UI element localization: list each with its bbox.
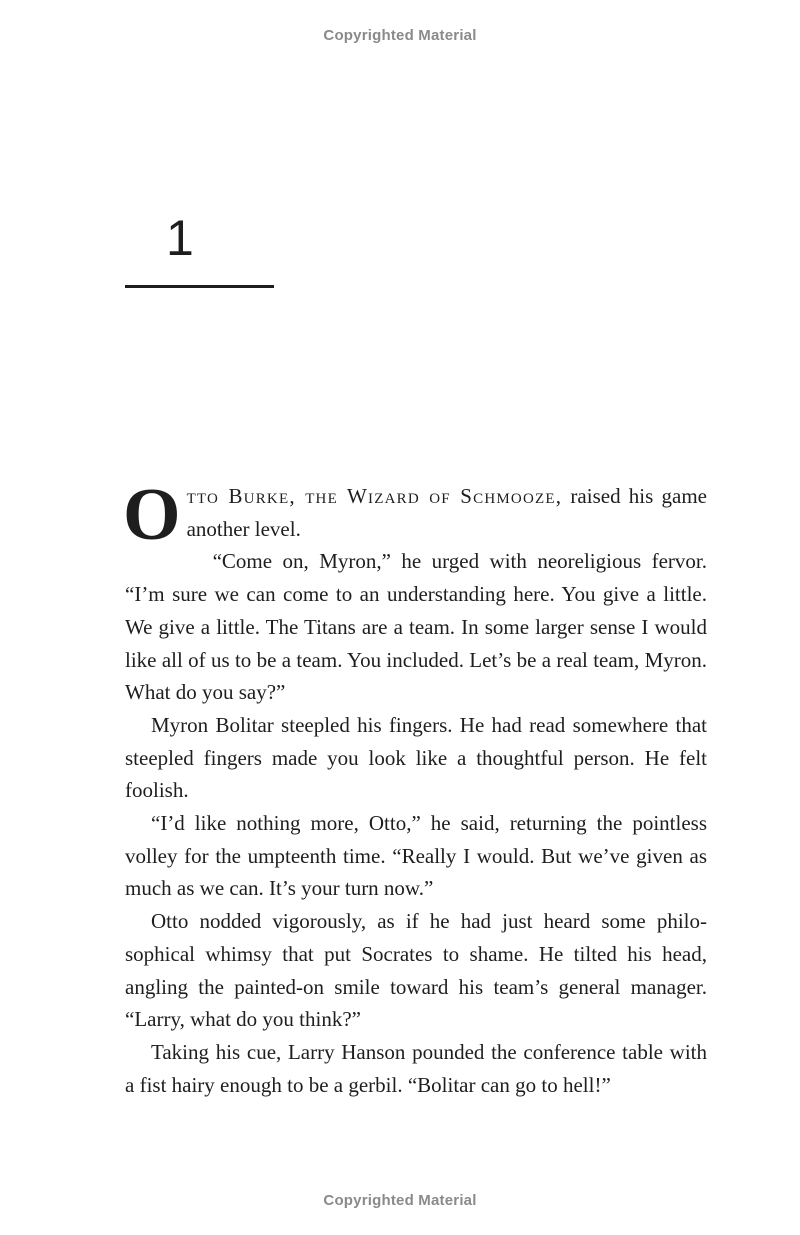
opening-rest: raised his game another level.: [186, 484, 708, 541]
copyright-header: Copyrighted Material: [323, 27, 477, 44]
opening-smallcaps: tto Burke, the Wizard of Schmooze,: [186, 484, 563, 508]
chapter-body: [123, 474, 708, 1101]
drop-cap: O: [123, 474, 181, 556]
paragraph: Taking his cue, Larry Hanson pounded the conference table with a fist hairy enough to be a gerbil. “Bolitar can go to hell!”: [125, 1039, 707, 1097]
chapter-divider: [125, 285, 274, 288]
paragraph: “I’d like nothing more, Otto,” he said, returning the pointless volley for the umpteenth time. “Really I would. But we’ve given as much as we can. It’s your turn now.”: [125, 811, 707, 901]
paragraph: Myron Bolitar steepled his fingers. He had read somewhere that steepled fingers made you look like a thoughtful person. He felt foolish.: [125, 712, 707, 803]
copyright-footer: Copyrighted Material: [323, 1192, 477, 1209]
opening-paragraph: [123, 474, 708, 556]
chapter-number: 1: [166, 210, 194, 266]
paragraph: “Come on, Myron,” he urged with neoreligious fervor. “I’m sure we can come to an understanding here. You give a little. We give a little. The Titans are a team. In some larger sense I would like all of us to be a team. You included. Let’s be a real team, Myron. What do you say?”: [125, 549, 707, 705]
paragraph: Otto nodded vigorously, as if he had just heard some philosophical whimsy that put Socrates to shame. He tilted his head, angling the painted-on smile toward his team’s general manager. “Larry, what do you think?”: [125, 909, 707, 1032]
